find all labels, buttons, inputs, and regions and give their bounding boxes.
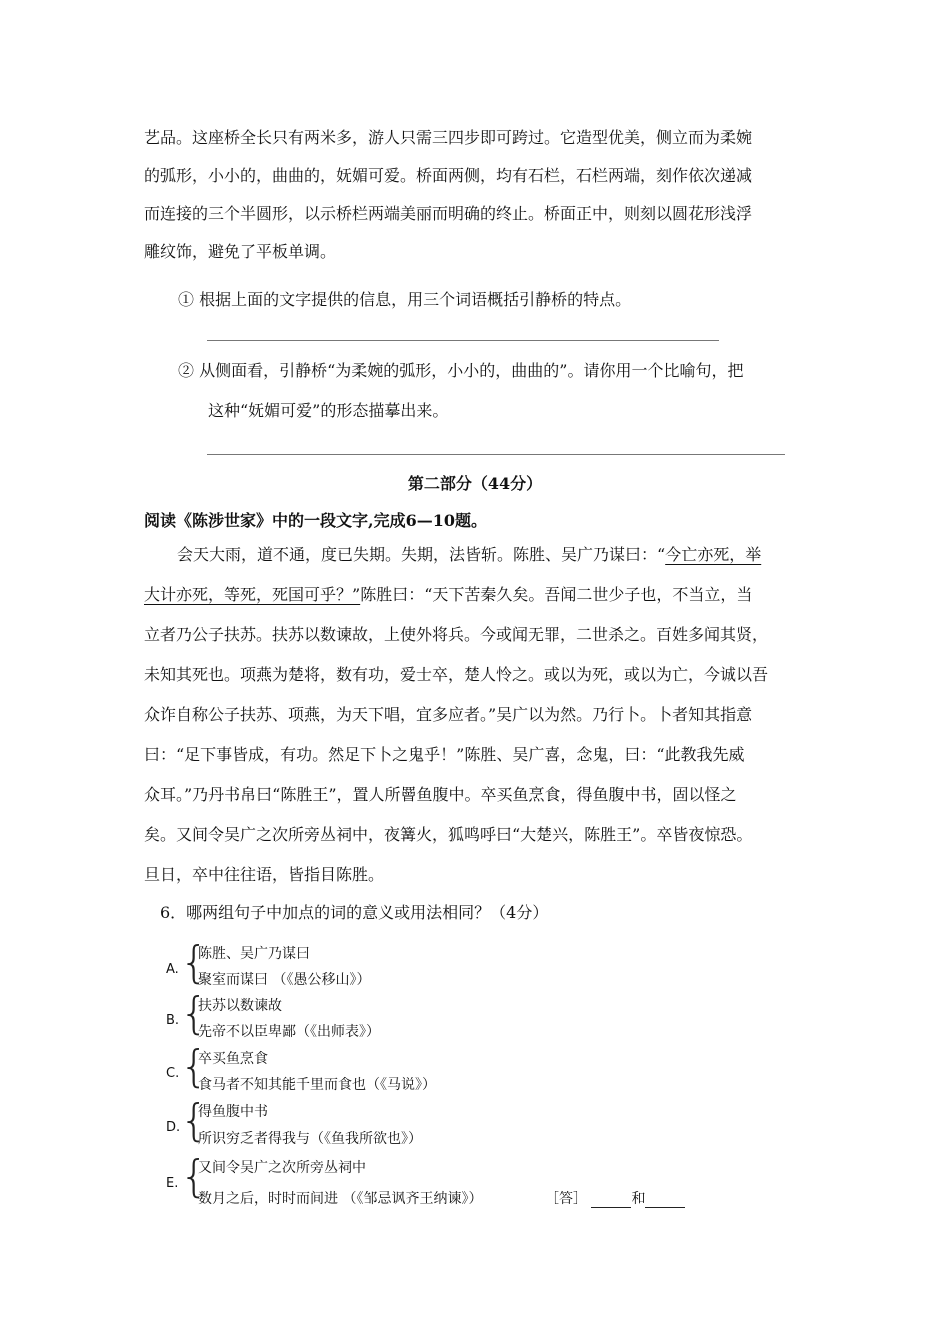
answer-line-1[interactable] <box>207 340 719 341</box>
option-e-line-2: 数月之后，时时而间进 （《邹忌讽齐王纳谏》） <box>198 1191 483 1207</box>
option-c-line-2: 食马者不知其能千里而食也（《马说》） <box>198 1077 436 1093</box>
option-b-line-2: 先帝不以臣卑鄙（《出师表》） <box>198 1024 380 1040</box>
option-c-line-1: 卒买鱼烹食 <box>198 1051 268 1067</box>
passage2-line-7: 众耳。”乃丹书帛曰“陈胜王”，置人所罾鱼腹中。卒买鱼烹食，得鱼腹中书，固以怪之 <box>144 785 737 804</box>
passage2-line-8: 矣。又间令吴广之次所旁丛祠中，夜篝火，狐鸣呼曰“大楚兴，陈胜王”。卒皆夜惊恐。 <box>144 825 753 844</box>
option-a-line-1: 陈胜、吴广乃谋曰 <box>198 946 310 962</box>
answer-line-2[interactable] <box>207 454 785 455</box>
underlined-sentence-part-1: 今亡亦死，举 <box>665 545 762 564</box>
passage1-line-1: 艺品。这座桥全长只有两米多，游人只需三四步即可跨过。它造型优美，侧立而为柔婉 <box>144 128 753 147</box>
answer-and: 和 <box>631 1191 646 1207</box>
option-d-line-1: 得鱼腹中书 <box>198 1104 268 1120</box>
option-e-letter: E. <box>166 1176 179 1191</box>
question-6-stem: 6．哪两组句子中加点的词的意义或用法相同？（4分） <box>160 903 549 922</box>
option-b-letter: B. <box>166 1013 180 1028</box>
part2-heading: 第二部分（44分） <box>407 474 543 493</box>
passage2-line-2 <box>144 585 752 605</box>
option-c-letter: C. <box>166 1066 180 1081</box>
question-2-line-2: 这种“妩媚可爱”的形态描摹出来。 <box>208 401 449 420</box>
option-d-letter: D. <box>166 1120 181 1135</box>
option-a-brace: { <box>180 937 208 988</box>
underlined-sentence-part-2: 大计亦死，等死，死国可乎？” <box>144 585 361 604</box>
passage2-line-4: 未知其死也。项燕为楚将，数有功，爱士卒，楚人怜之。或以为死，或以为亡，今诚以吾 <box>144 665 769 684</box>
option-d-brace: { <box>180 1095 208 1146</box>
question-2-line-1: ② 从侧面看，引静桥“为柔婉的弧形，小小的，曲曲的”。请你用一个比喻句，把 <box>178 361 744 380</box>
passage2-line-1 <box>177 545 761 565</box>
passage2-line-2-text: 陈胜曰：“天下苦秦久矣。吾闻二世少子也，不当立，当 <box>360 585 753 604</box>
option-b-line-1: 扶苏以数谏故 <box>198 998 282 1014</box>
passage2-line-1-text: 会天大雨，道不通，度已失期。失期，法皆斩。陈胜、吴广乃谋曰：“ <box>177 545 666 564</box>
option-e-line-1: 又间令吴广之次所旁丛祠中 <box>198 1160 366 1176</box>
option-e-brace: { <box>180 1151 208 1202</box>
passage2-line-3: 立者乃公子扶苏。扶苏以数谏故，上使外将兵。今或闻无罪，二世杀之。百姓多闻其贤， <box>144 625 769 644</box>
part2-instruction: 阅读《陈涉世家》中的一段文字,完成6—10题。 <box>144 511 487 530</box>
option-d-line-2: 所识穷乏者得我与（《鱼我所欲也》） <box>198 1131 422 1147</box>
passage1-line-3: 而连接的三个半圆形，以示桥栏两端美丽而明确的终止。桥面正中，则刻以圆花形浅浮 <box>144 204 753 223</box>
option-a-letter: A. <box>166 962 179 977</box>
passage1-line-4: 雕纹饰，避免了平板单调。 <box>144 242 337 261</box>
option-c-brace: { <box>180 1041 208 1092</box>
passage2-line-6: 曰：“足下事皆成，有功。然足下卜之鬼乎！”陈胜、吴广喜，念鬼，曰：“此教我先威 <box>144 745 745 764</box>
passage1-line-2: 的弧形，小小的，曲曲的，妩媚可爱。桥面两侧，均有石栏，石栏两端，刻作依次递减 <box>144 166 753 185</box>
answer-label: ［答］ <box>545 1191 587 1207</box>
passage2-line-5: 众诈自称公子扶苏、项燕，为天下唱，宜多应者。”吴广以为然。乃行卜。卜者知其指意 <box>144 705 753 724</box>
question-1: ① 根据上面的文字提供的信息，用三个词语概括引静桥的特点。 <box>178 290 632 309</box>
answer-blank-1[interactable] <box>591 1193 631 1208</box>
option-a-line-2: 聚室而谋曰 （《愚公移山》） <box>198 972 371 988</box>
answer-blank-2[interactable] <box>645 1193 685 1208</box>
option-b-brace: { <box>180 988 208 1039</box>
passage2-line-9: 旦日，卒中往往语，皆指目陈胜。 <box>144 865 385 884</box>
answer-tag <box>545 1190 685 1208</box>
